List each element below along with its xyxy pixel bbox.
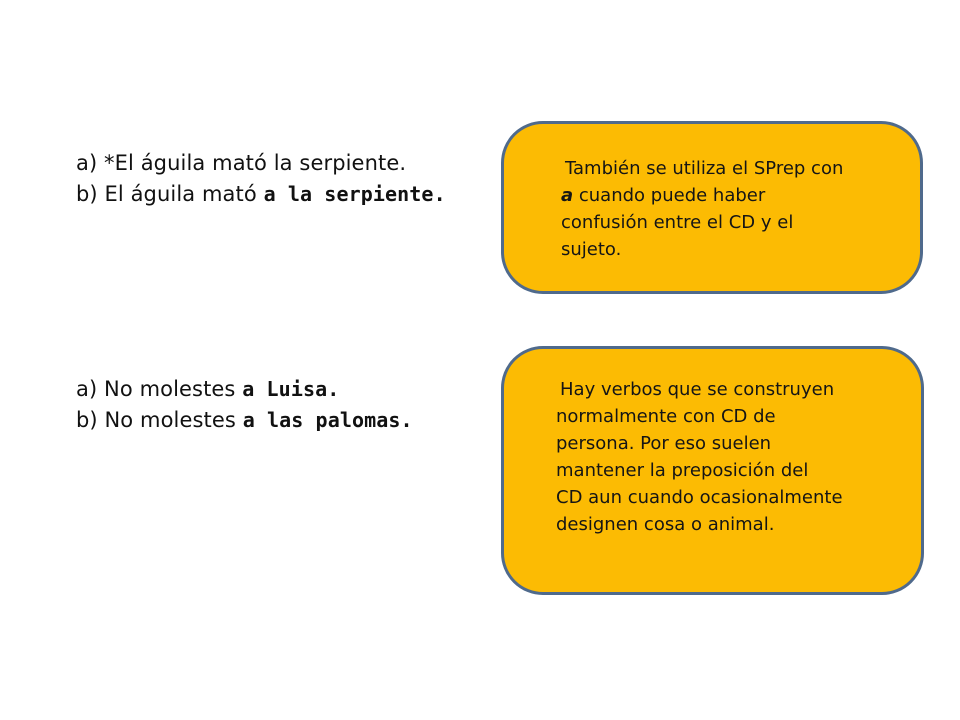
note-line-rest: cuando puede haber — [573, 185, 766, 206]
note-line — [561, 182, 891, 209]
example-emphasis: a la serpiente. — [263, 182, 446, 206]
example-text: a) No molestes — [76, 377, 243, 401]
example-block-aguila — [76, 148, 446, 210]
example-line-b — [76, 179, 446, 210]
example-emphasis: a Luisa. — [242, 377, 340, 401]
note-line: CD aun cuando ocasionalmente — [556, 487, 843, 508]
note-italic-a: a — [561, 185, 574, 206]
example-emphasis: a las palomas. — [242, 408, 413, 432]
note-line: confusión entre el CD y el — [561, 212, 794, 233]
note-line: También se utiliza el SPrep con — [565, 158, 844, 179]
example-text: b) No molestes — [76, 408, 243, 432]
note-text — [556, 376, 906, 538]
note-text — [561, 155, 891, 263]
note-line: Hay verbos que se construyen — [560, 379, 835, 400]
example-line-b — [76, 405, 413, 436]
note-line: designen cosa o animal. — [556, 514, 775, 535]
note-line: normalmente con CD de — [556, 406, 776, 427]
example-text: b) El águila mató — [76, 182, 264, 206]
example-block-molestes — [76, 374, 413, 436]
note-line: mantener la preposición del — [556, 460, 809, 481]
note-box-sprep — [501, 121, 923, 294]
note-box-verbos — [501, 346, 924, 595]
note-line: sujeto. — [561, 239, 622, 260]
example-line-a — [76, 374, 413, 405]
example-text: a) *El águila mató la serpiente. — [76, 151, 407, 175]
note-line: persona. Por eso suelen — [556, 433, 772, 454]
example-line-a — [76, 148, 446, 179]
